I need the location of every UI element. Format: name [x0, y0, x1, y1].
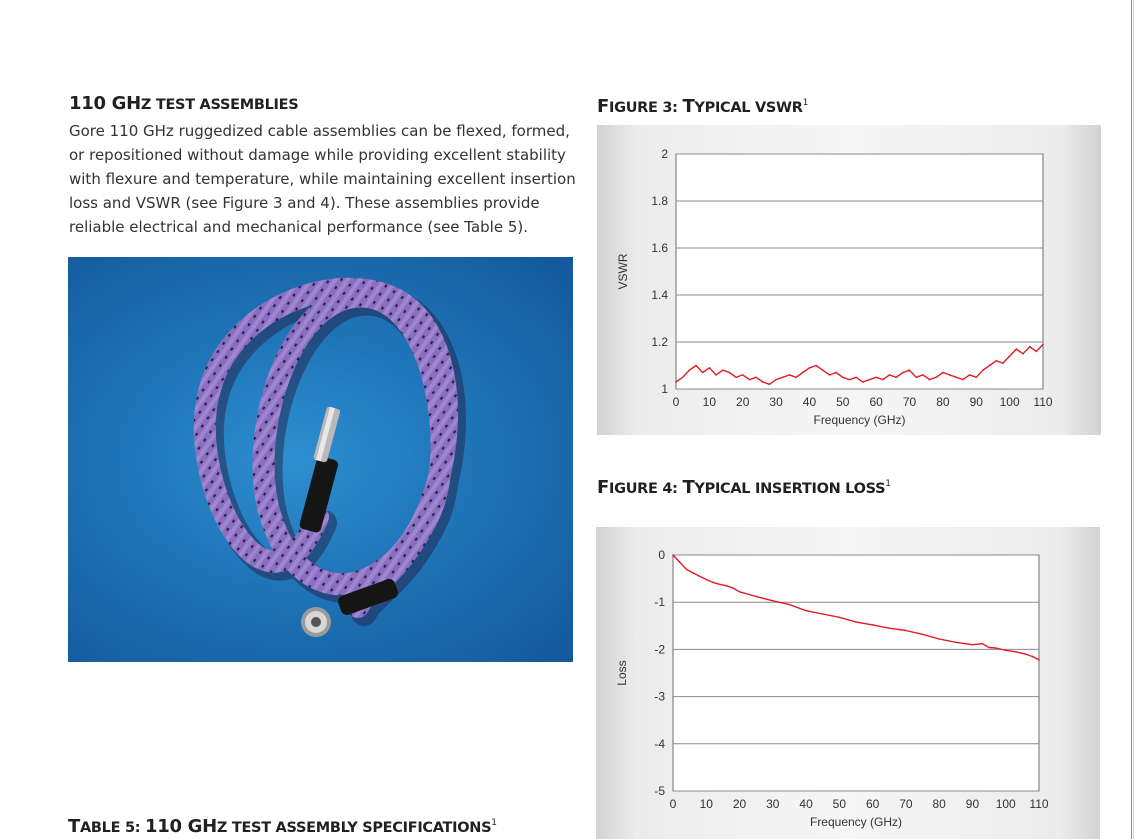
vswr-chart [597, 125, 1101, 435]
x-tick-label: 90 [969, 395, 983, 409]
data-point [692, 572, 694, 574]
data-point [789, 374, 791, 376]
x-tick-label: 40 [799, 797, 813, 811]
x-tick-label: 80 [932, 797, 946, 811]
y-tick-label: 2 [661, 147, 668, 161]
data-point [689, 369, 691, 371]
cable-assembly-photo [68, 257, 573, 662]
data-point [982, 369, 984, 371]
y-tick-label: -1 [654, 595, 665, 610]
data-point [802, 372, 804, 374]
data-point [1009, 355, 1011, 357]
y-tick-label: 1.4 [651, 288, 668, 302]
data-point [905, 630, 907, 632]
data-point [949, 374, 951, 376]
insertion-loss-chart [596, 527, 1100, 839]
x-tick-label: 40 [802, 395, 817, 409]
data-point [782, 376, 784, 378]
data-point [955, 642, 957, 644]
data-point [895, 376, 897, 378]
data-point [1022, 353, 1024, 355]
data-point [725, 585, 727, 587]
x-tick-label: 110 [1033, 395, 1053, 409]
x-tick-label: 10 [699, 797, 713, 811]
data-point [809, 367, 811, 369]
data-point [909, 369, 911, 371]
x-tick-label: 20 [736, 395, 750, 409]
data-point [735, 376, 737, 378]
table-5-title: TABLE 5: 110 GHZ TEST ASSEMBLY SPECIFICATIONS$^1$ [68, 816, 497, 837]
x-axis-label: Frequency (GHz) [813, 413, 906, 427]
body-paragraph: Gore 110 GHz ruggedized cable assemblies can be flexed, formed, or repositioned without damage while providing excellent stability with flexure and temperature, while maintaining excellent insertion loss and VSWR (see Figure 3 and 4). These assemblies provide reliable electrical and mechanical performance (see Table 5). [69, 122, 576, 236]
data-point [995, 360, 997, 362]
x-tick-label: 70 [902, 395, 917, 409]
data-point [679, 561, 681, 563]
page-edge-rule-shadow [1133, 0, 1134, 839]
data-point [672, 554, 674, 556]
y-axis-label: VSWR [616, 253, 630, 290]
x-tick-label: 50 [836, 395, 850, 409]
data-point [969, 374, 971, 376]
data-point [1032, 656, 1034, 658]
data-point [929, 379, 931, 381]
data-point [842, 376, 844, 378]
data-point [772, 600, 774, 602]
page-edge-rule [1131, 0, 1132, 839]
data-point [729, 372, 731, 374]
data-point [719, 583, 721, 585]
plot-area [673, 555, 1039, 791]
data-point [849, 379, 851, 381]
data-point [732, 587, 734, 589]
data-point [709, 367, 711, 369]
plot-area [676, 154, 1043, 389]
data-point [1042, 344, 1044, 346]
data-point [915, 376, 917, 378]
data-point [862, 381, 864, 383]
x-tick-label: 60 [865, 797, 880, 811]
y-tick-label: -2 [654, 642, 665, 657]
data-point [942, 372, 944, 374]
data-point [995, 647, 997, 649]
x-tick-label: 30 [766, 797, 780, 811]
data-point [855, 621, 857, 623]
data-point [989, 365, 991, 367]
data-point [815, 365, 817, 367]
x-tick-label: 90 [965, 797, 980, 811]
data-point [935, 376, 937, 378]
data-point [875, 376, 877, 378]
data-point [822, 613, 824, 615]
data-point [795, 376, 797, 378]
y-axis-label: Loss [615, 660, 629, 686]
data-point [822, 369, 824, 371]
data-point [922, 374, 924, 376]
x-tick-label: 50 [832, 797, 847, 811]
data-point [869, 379, 871, 381]
data-point [872, 624, 874, 626]
data-point [739, 591, 741, 593]
data-point [1038, 659, 1040, 661]
data-point [988, 647, 990, 649]
data-point [682, 376, 684, 378]
data-point [975, 376, 977, 378]
data-point [675, 381, 677, 383]
x-tick-label: 60 [869, 395, 883, 409]
data-point [938, 638, 940, 640]
data-point [882, 379, 884, 381]
x-tick-label: 20 [732, 797, 747, 811]
data-point [686, 568, 688, 570]
x-tick-label: 80 [936, 395, 950, 409]
data-point [769, 384, 771, 386]
data-point [712, 582, 714, 584]
vswr-chart-panel [597, 125, 1101, 435]
data-point [749, 379, 751, 381]
x-tick-label: 10 [702, 395, 717, 409]
data-point [755, 596, 757, 598]
x-tick-label: 0 [669, 797, 677, 811]
y-tick-label: 1 [661, 382, 668, 396]
data-point [888, 627, 890, 629]
data-point [902, 372, 904, 374]
data-point [1005, 650, 1007, 652]
data-point [855, 376, 857, 378]
y-tick-label: -5 [654, 784, 665, 798]
x-tick-label: 0 [672, 395, 680, 409]
data-point [789, 604, 791, 606]
x-tick-label: 70 [899, 797, 913, 811]
x-tick-label: 110 [1029, 797, 1049, 811]
data-point [722, 369, 724, 371]
data-point [1025, 653, 1027, 655]
data-point [755, 376, 757, 378]
data-point [829, 374, 831, 376]
y-tick-label: 1.2 [651, 335, 668, 349]
x-axis-label: Frequency (GHz) [809, 815, 903, 829]
insertion-loss-chart-panel [596, 527, 1100, 839]
data-point [839, 617, 841, 619]
data-point [1029, 346, 1031, 348]
data-point [982, 643, 984, 645]
data-point [742, 374, 744, 376]
y-tick-label: -4 [654, 736, 665, 751]
data-point [805, 610, 807, 612]
data-point [705, 579, 707, 581]
x-tick-label: 30 [769, 395, 783, 409]
data-point [972, 644, 974, 646]
data-point [889, 374, 891, 376]
data-point [762, 381, 764, 383]
x-tick-label: 100 [995, 797, 1016, 811]
data-point [702, 372, 704, 374]
data-point [699, 575, 701, 577]
data-point [922, 633, 924, 635]
data-point [695, 365, 697, 367]
data-point [955, 376, 957, 378]
y-tick-label: -3 [654, 689, 665, 704]
y-tick-label: 1.6 [651, 241, 668, 255]
section-title: 110 GHZ TEST ASSEMBLIES [69, 93, 299, 114]
y-tick-label: 0 [658, 548, 665, 562]
figure-4-title: FIGURE 4: TYPICAL INSERTION LOSS$^1$ [597, 477, 891, 498]
y-tick-label: 1.8 [651, 194, 668, 208]
x-tick-label: 100 [999, 395, 1020, 409]
cable-connector-top [299, 406, 341, 533]
figure-3-title: FIGURE 3: TYPICAL VSWR$^1$ [597, 96, 809, 117]
data-point [835, 372, 837, 374]
data-point [715, 374, 717, 376]
data-point [962, 379, 964, 381]
data-point [775, 379, 777, 381]
data-point [1002, 362, 1004, 364]
data-point [1036, 351, 1038, 353]
data-point [1015, 651, 1017, 653]
data-point [1016, 348, 1018, 350]
